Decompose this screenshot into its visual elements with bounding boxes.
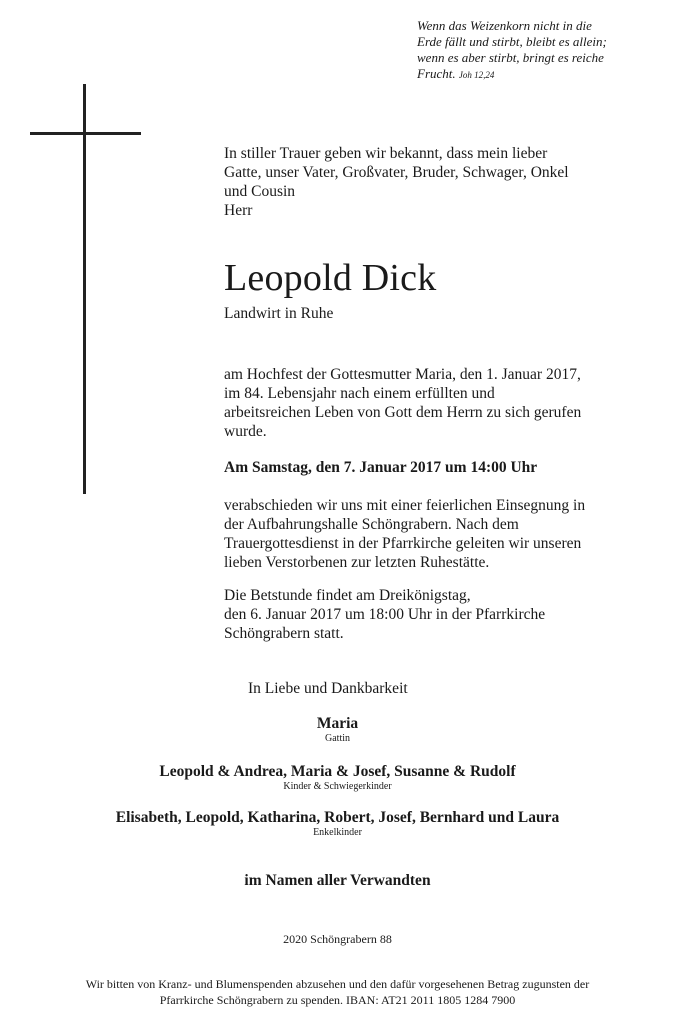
family-relation: Gattin: [325, 733, 350, 744]
family-group: [0, 714, 675, 745]
ceremony-line: der Aufbahrungshalle Schöngrabern. Nach dem: [224, 516, 519, 533]
family-relation: Enkelkinder: [313, 827, 362, 838]
cross-icon: [83, 84, 86, 494]
bible-quote: [417, 18, 667, 83]
donation-line: Wir bitten von Kranz- und Blumenspenden abzusehen und den dafür vorgesehenen Betrag zugunsten der: [85, 977, 590, 991]
family-group: [0, 808, 675, 839]
death-notice-line: im 84. Lebensjahr nach einem erfüllten und: [224, 385, 495, 402]
ceremony-line: Trauergottesdienst in der Pfarrkirche geleiten wir unseren: [224, 535, 582, 552]
deceased-name: Leopold Dick: [224, 257, 437, 299]
family-names: Maria: [316, 715, 359, 732]
quote-reference: Joh 12,24: [458, 70, 495, 80]
prayer-text: [224, 586, 654, 643]
quote-line: Frucht.: [417, 66, 456, 81]
ceremony-text: [224, 496, 654, 572]
death-notice: [224, 365, 654, 441]
quote-last-line: [417, 66, 667, 83]
death-notice-line: arbeitsreichen Leben von Gott dem Herrn zu sich gerufen: [224, 404, 582, 421]
ceremony-line: verabschieden wir uns mit einer feierlichen Einsegnung in: [224, 497, 586, 514]
closing-phrase: In Liebe und Dankbarkeit: [248, 680, 408, 697]
family-names: Leopold & Andrea, Maria & Josef, Susanne & Rudolf: [159, 763, 516, 780]
announcement-line: Herr: [224, 202, 253, 219]
relatives-line: im Namen aller Verwandten: [244, 872, 431, 889]
quote-line: wenn es aber stirbt, bringt es reiche: [417, 50, 604, 65]
cross-icon-bar: [30, 132, 141, 135]
address: 2020 Schöngrabern 88: [283, 932, 392, 946]
prayer-line: Die Betstunde findet am Dreikönigstag,: [224, 587, 471, 604]
prayer-line: den 6. Januar 2017 um 18:00 Uhr in der Pfarrkirche: [224, 606, 546, 623]
family-group: [0, 762, 675, 793]
death-notice-line: wurde.: [224, 423, 267, 440]
ceremony-line: lieben Verstorbenen zur letzten Ruhestätte.: [224, 554, 490, 571]
announcement-line: und Cousin: [224, 183, 296, 200]
prayer-line: Schöngrabern statt.: [224, 625, 344, 642]
quote-line: Wenn das Weizenkorn nicht in die: [417, 18, 592, 33]
deceased-profession: Landwirt in Ruhe: [224, 305, 334, 322]
announcement-line: In stiller Trauer geben wir bekannt, dass mein lieber: [224, 145, 548, 162]
quote-line: Erde fällt und stirbt, bleibt es allein;: [417, 34, 607, 49]
death-notice-line: am Hochfest der Gottesmutter Maria, den 1. Januar 2017,: [224, 366, 581, 383]
donation-line: Pfarrkirche Schöngrabern zu spenden. IBAN: AT21 2011 1805 1284 7900: [159, 993, 516, 1007]
family-names: Elisabeth, Leopold, Katharina, Robert, Josef, Bernhard und Laura: [115, 809, 560, 826]
donation-note: [20, 976, 655, 1008]
announcement: [224, 144, 654, 220]
family-relation: Kinder & Schwiegerkinder: [283, 781, 392, 792]
ceremony-date: Am Samstag, den 7. Januar 2017 um 14:00 Uhr: [224, 459, 538, 476]
announcement-line: Gatte, unser Vater, Großvater, Bruder, Schwager, Onkel: [224, 164, 569, 181]
